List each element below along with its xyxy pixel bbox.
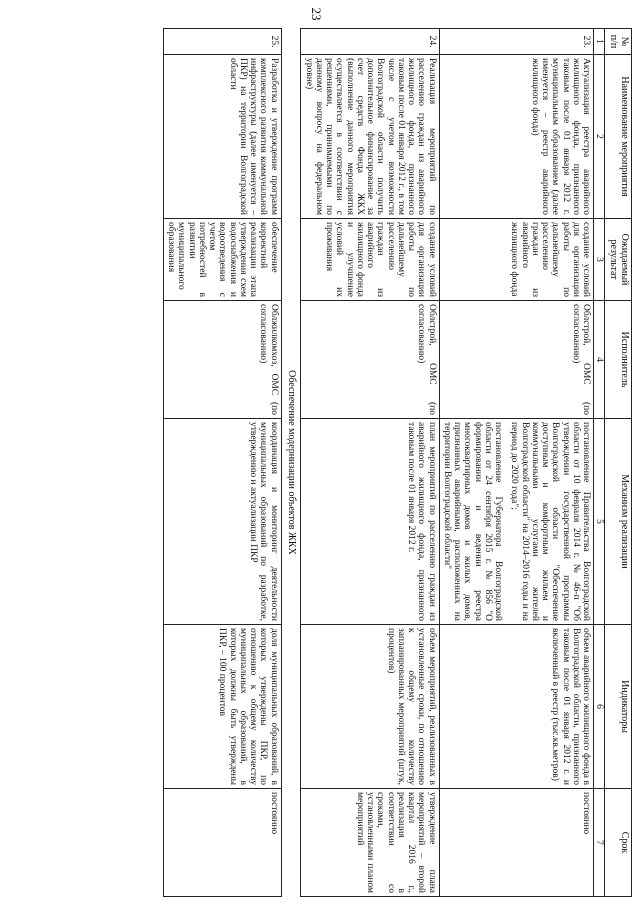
executor: Облстрой, ОМС (по согласованию) [439,301,594,419]
column-number-row [594,29,605,897]
indicators: доля муниципальных образований, в которых утверждены ПКР, по отношению к общему количеству муниципальных образований, в которых должны быть утверждены ПКР, – 100 процентов [163,625,281,789]
mechanism-paragraph: постановление Правительства Волгоградской области от 10 февраля 2014 г. № 46-п "Об утверждении государственной программы Волгоградской области "Обеспечение доступным и комфортным жильем и коммунальными услугами жителей Волгоградской области" на 2014–2016 годы и на период до 2020 года"; [509,422,592,621]
header-row [605,29,632,897]
mechanism-paragraph: план мероприятий по расселению граждан из аварийного жилищного фонда, признанного таковым после 01 января 2012 г. [406,422,437,621]
column-number: 5 [594,419,605,625]
row-number: 24. [301,29,439,55]
mechanism [439,419,594,625]
column-number: 7 [594,789,605,897]
table-row [163,29,281,897]
measure-name: Реализация мероприятий по расселению граждан из аварийного жилищного фонда, признанного таковым после 01 января 2012 г., в том числе с учетом возможности Волгоградской области получить дополнительное финансирование за счет средств Фонда ЖКХ (выполнение данного мероприятия осуществляется в соответствии с решениями, принимаемыми по данному вопросу на федеральном уровне) [301,55,439,219]
column-number: 3 [594,219,605,301]
mechanism-paragraph: координация и мониторинг деятельности муниципальных образований по разработке, утверждению и актуализации ПКР [248,422,279,621]
header-indicators: Индикаторы [605,625,632,789]
row-number: 23. [439,29,594,55]
header-measure-name: Наименование мероприятия [605,55,632,219]
expected-result: создание условий для организации работы по дальнейшему расселению граждан из аварийного жилищного фонда и улучшение условий их проживания [301,219,439,301]
header-expected-result: Ожидаемый результат [605,219,632,301]
mechanism-paragraph: постановление Губернатора Волгоградской области от 24 сентября 2015 г. № 856 "О формировании и ведении реестра многоквартирных домов и жилых домов, признанных аварийными, расположенных на территории Волгоградской области" [441,422,504,621]
mechanism [301,419,439,625]
measures-table [163,28,632,897]
deadline: постоянно [163,789,281,897]
column-number: 1 [594,29,605,55]
executor: Облстрой, ОМС (по согласованию) [301,301,439,419]
section-title: Обеспечение модернизации объектов ЖКХ [281,29,301,897]
header-mechanism: Механизм реализации [605,419,632,625]
section-row [281,29,301,897]
measure-name: Разработка и утверждение программ комплексного развития коммунальной инфраструктуры (далее именуется – ПКР) на территории Волгоградской области [163,55,281,219]
table-row [301,29,439,897]
mechanism [163,419,281,625]
header-deadline: Срок [605,789,632,897]
expected-result: создание условий для организации работы по дальнейшему расселению граждан из аварийного жилищного фонда [439,219,594,301]
indicators: объем аварийного жилищного фонда в Волгоградской области, признанного таковым после 01 января 2012 г. и включенный в реестр (тыс.кв.метров) [439,625,594,789]
deadline: утверждение плана мероприятий – второй квартал 2016 г., реализация в соответствии со сроками, установленными планом мероприятий [301,789,439,897]
deadline: постоянно [439,789,594,897]
executor: Облжилкомхоз, ОМС (по согласованию) [163,301,281,419]
measure-name: Актуализация реестра аварийного жилищного фонда, признанного таковым после 01 января 2012 г. муниципальным образованием (далее именуется – реестр аварийного жилищного фонда) [439,55,594,219]
page-number: 23 [309,7,324,21]
column-number: 6 [594,625,605,789]
column-number: 2 [594,55,605,219]
column-number: 4 [594,301,605,419]
table-row [439,29,594,897]
header-executor: Исполнитель [605,301,632,419]
header-number: № п/п [605,29,632,55]
expected-result: обеспечение корректной реализации этапа утверждения схем водоснабжения и водоотведения с учетом потребностей в развитии муниципального образования [163,219,281,301]
indicators: объем мероприятий, реализованных в установленные сроки, по отношению к общему количеству запланированных мероприятий (штук, процентов) [301,625,439,789]
row-number: 25. [163,29,281,55]
